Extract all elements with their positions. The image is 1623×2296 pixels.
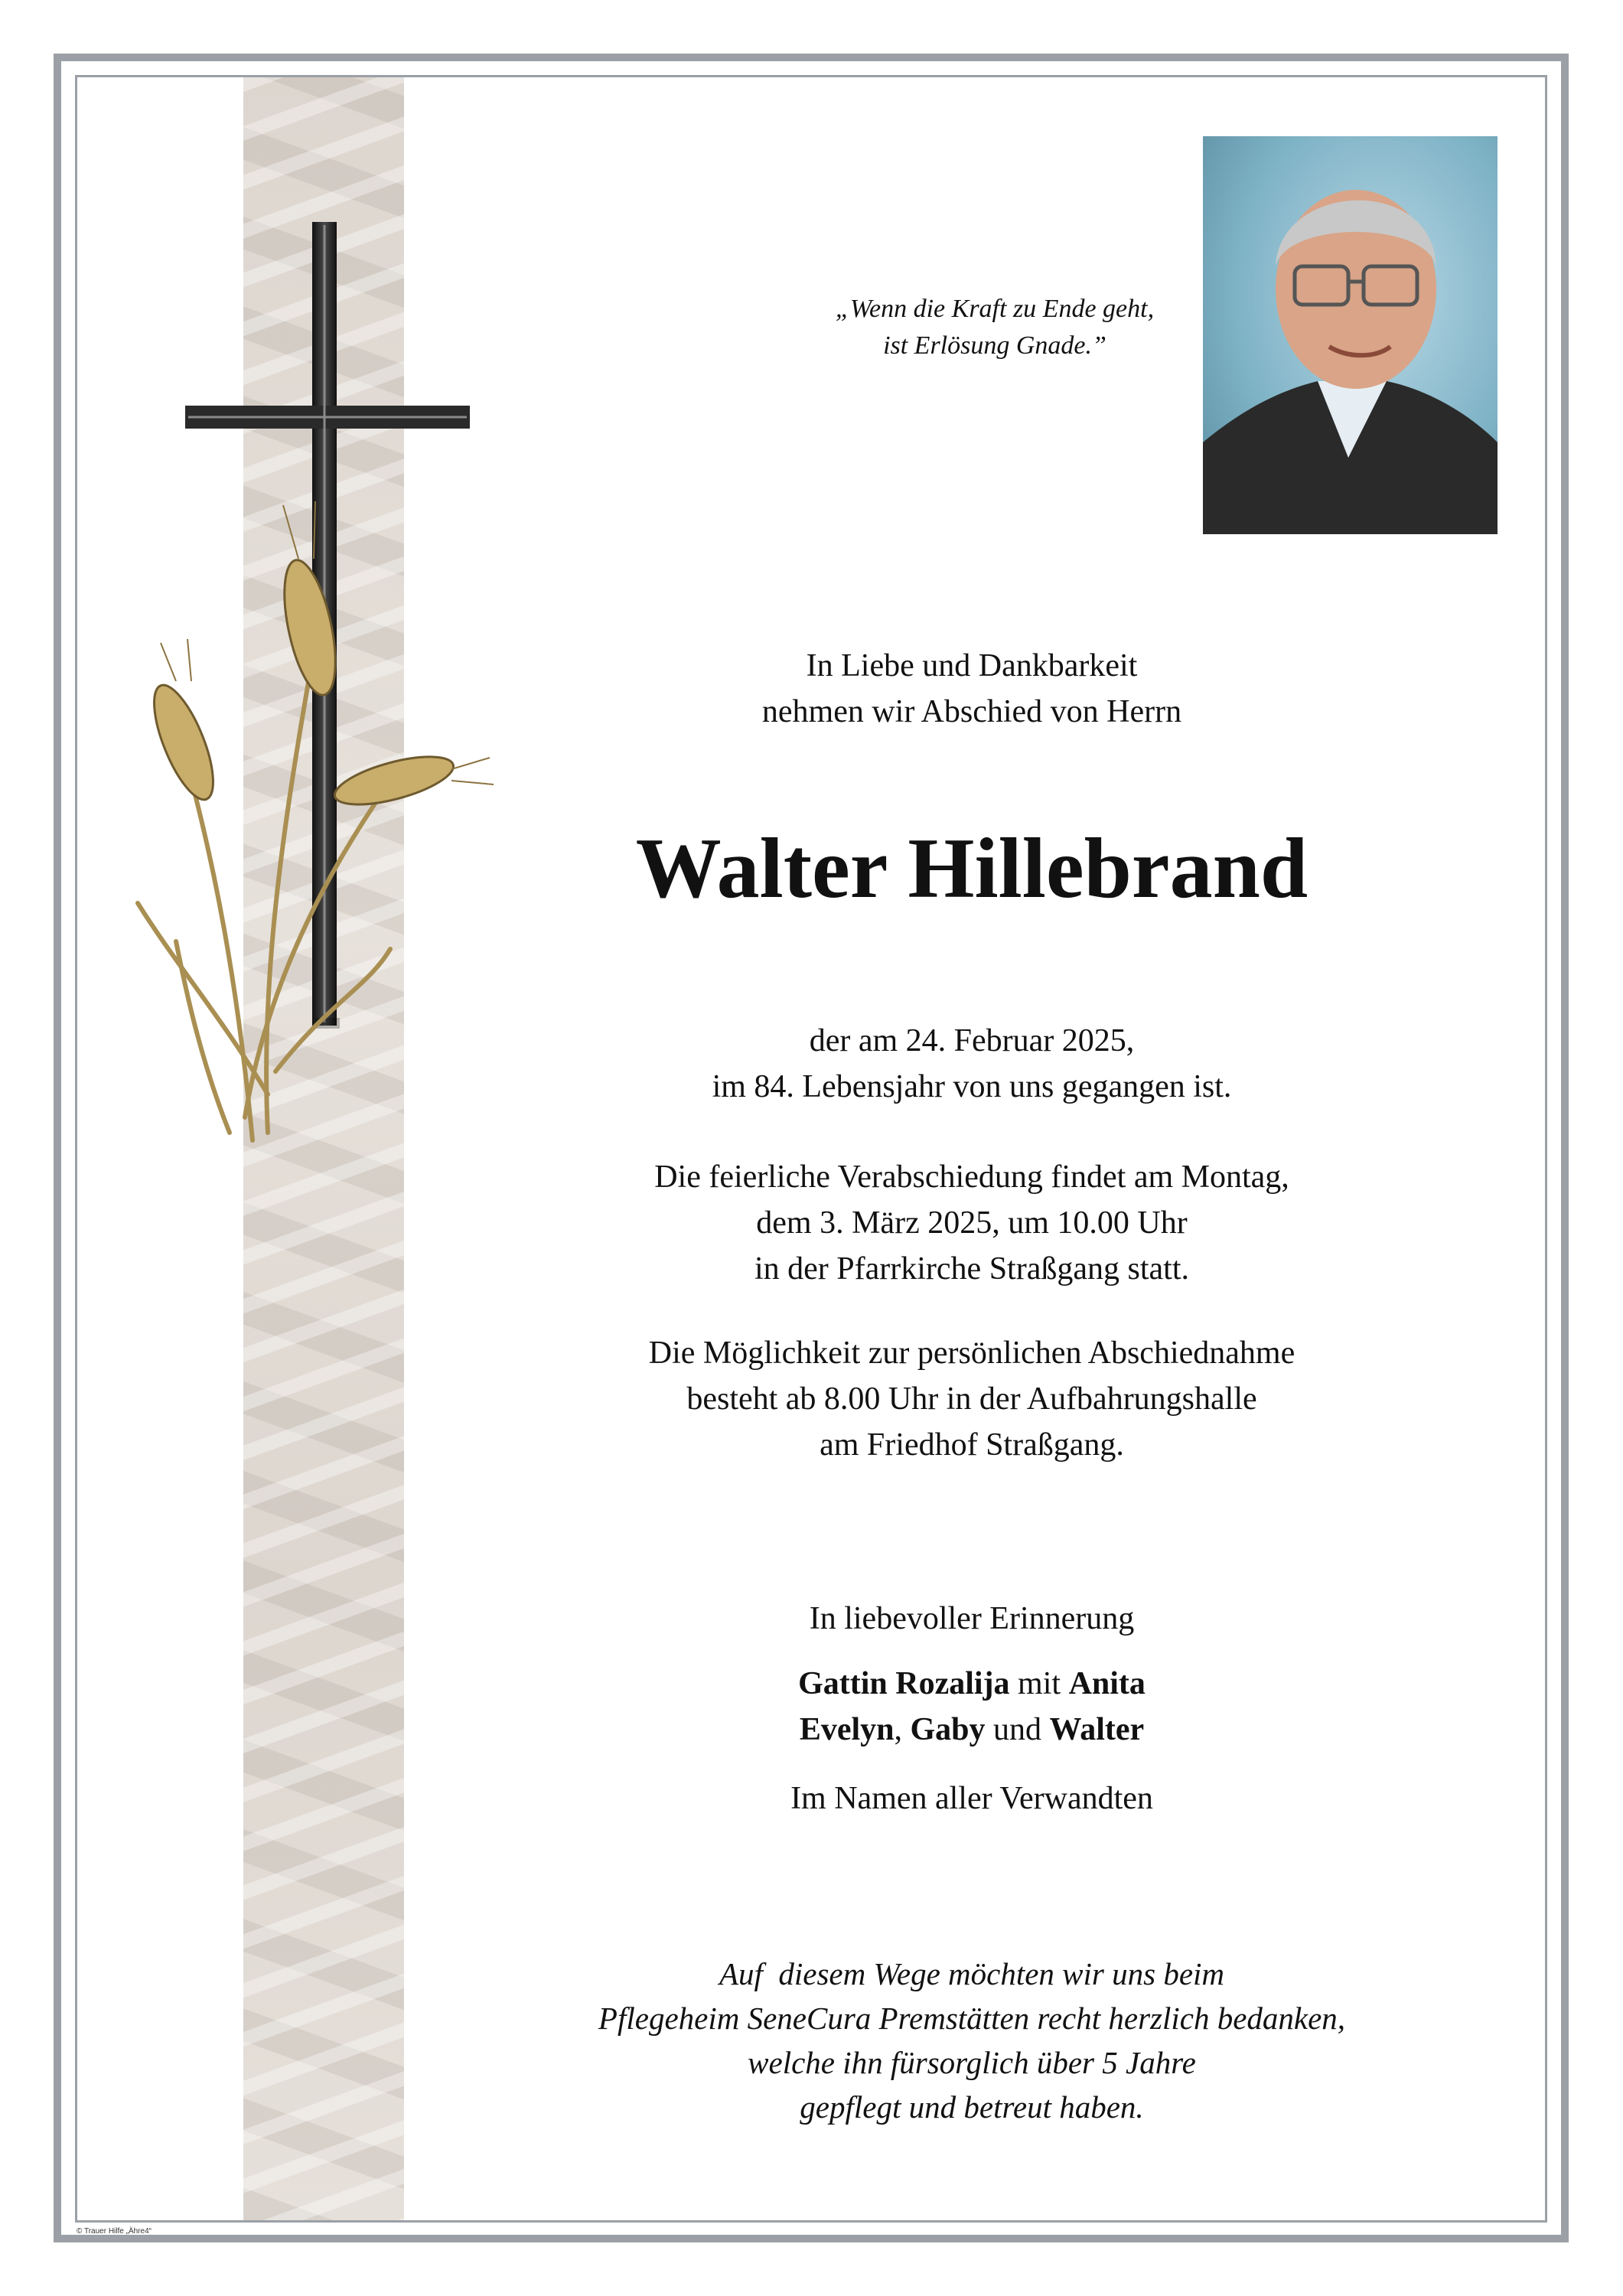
family-anita: Anita xyxy=(1068,1666,1146,1701)
quote xyxy=(727,291,1263,364)
farewell-info xyxy=(459,1330,1484,1468)
intro-line-2: nehmen wir Abschied von Herrn xyxy=(761,694,1182,729)
family-line-2 xyxy=(459,1707,1484,1753)
ceremony-line-1: Die feierliche Verabschiedung findet am Montag, xyxy=(654,1159,1289,1195)
copyright-credit: © Trauer Hilfe „Ähre4“ xyxy=(77,2227,152,2236)
family-comma: , xyxy=(894,1712,911,1747)
wheat-ears xyxy=(142,556,458,814)
farewell-line-2: besteht ab 8.00 Uhr in der Aufbahrungshalle xyxy=(686,1381,1257,1417)
thanks-line-2: Pflegeheim SeneCura Premstätten recht herzlich bedanken, xyxy=(598,2001,1346,2036)
family-gaby: Gaby xyxy=(910,1712,986,1747)
family-and: und xyxy=(985,1712,1050,1747)
thanks-line-1: Auf diesem Wege möchten wir uns beim xyxy=(719,1956,1225,1991)
intro-line-1: In Liebe und Dankbarkeit xyxy=(806,648,1138,683)
family-with: mit xyxy=(1009,1666,1069,1701)
death-notice-line-2: im 84. Lebensjahr von uns gegangen ist. xyxy=(712,1069,1232,1104)
thanks-note xyxy=(459,1952,1484,2129)
deceased-name: Walter Hillebrand xyxy=(635,821,1309,916)
memory-heading: In liebevoller Erinnerung xyxy=(809,1601,1135,1636)
intro-text xyxy=(459,643,1484,735)
thanks-line-4: gepflegt und betreut haben. xyxy=(800,2089,1144,2125)
quote-line-2: ist Erlösung Gnade.” xyxy=(883,331,1106,360)
quote-line-1: „Wenn die Kraft zu Ende geht, xyxy=(835,295,1155,323)
death-notice xyxy=(459,1018,1484,1110)
thanks-line-3: welche ihn fürsorglich über 5 Jahre xyxy=(748,2045,1196,2080)
on-behalf: Im Namen aller Verwandten xyxy=(790,1781,1153,1816)
farewell-line-3: am Friedhof Straßgang. xyxy=(820,1427,1124,1463)
ceremony-line-3: in der Pfarrkirche Straßgang statt. xyxy=(754,1251,1189,1287)
farewell-line-1: Die Möglichkeit zur persönlichen Abschiednahme xyxy=(648,1336,1295,1371)
death-notice-line-1: der am 24. Februar 2025, xyxy=(809,1023,1135,1058)
family-walter: Walter xyxy=(1049,1712,1145,1747)
ceremony-info xyxy=(459,1154,1484,1292)
family-line-1 xyxy=(459,1661,1484,1707)
family-wife: Gattin Rozalija xyxy=(798,1666,1010,1701)
ceremony-line-2: dem 3. März 2025, um 10.00 Uhr xyxy=(756,1205,1188,1241)
cross-and-wheat-decoration xyxy=(115,214,497,1163)
family-evelyn: Evelyn xyxy=(799,1712,895,1747)
family-names xyxy=(459,1661,1484,1753)
